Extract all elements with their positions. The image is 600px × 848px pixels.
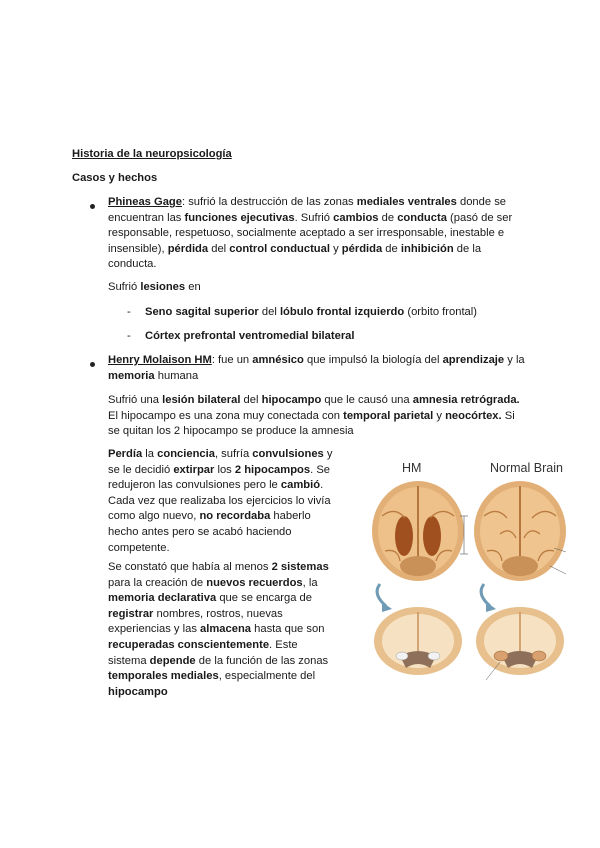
hm-paragraph: Henry Molaison HM: fue un amnésico que impulsó la biología del aprendizaje y la memoria humana [108, 354, 525, 382]
gage-lesion-item-2: Córtex prefrontal ventromedial bilateral [145, 330, 355, 342]
gage-lesions-intro: Sufrió lesiones en [108, 281, 201, 293]
hm-lesion-paragraph: Sufrió una lesión bilateral del hipocampo que le causó una amnesia retrógrada. El hipocampo es una zona muy conectada con temporal parietal y neocórtex. Si se quitan los 2 hipocampo se produce la amnesia [108, 394, 520, 438]
gage-lesion-item-1: Seno sagital superior del lóbulo frontal izquierdo (orbito frontal) [145, 306, 477, 318]
normal-brain-ventral [474, 481, 566, 581]
dash-marker: - [127, 306, 131, 318]
hm-memory-paragraph: Se constató que había al menos 2 sistemas para la creación de nuevos recuerdos, la memoria declarativa que se encarga de registrar nombres, rostros, nuevas experiencias y las almacena hasta que son recuperadas conscientemente. Este sistema depende de la función de las zonas temporales mediales, especialmente del hipocampo [108, 561, 329, 698]
hm-name: Henry Molaison HM [108, 354, 212, 366]
dash-marker: - [127, 330, 131, 342]
bullet-icon [90, 362, 95, 367]
section-heading: Casos y hechos [72, 172, 158, 184]
figure-label-hm: HM [402, 461, 422, 475]
figure-label-normal: Normal Brain [490, 461, 563, 475]
page-title: Historia de la neuropsicología [72, 148, 232, 160]
gage-paragraph: Phineas Gage: sufrió la destrucción de las zonas mediales ventrales donde se encuentran las funciones ejecutivas. Sufrió cambios de conducta (pasó de ser responsable, respetuoso, socialmente aceptado a ser irresponsable, inestable e insensible), pérdida del control conductual y pérdida de inhibición de la conducta. [108, 196, 513, 271]
gage-name: Phineas Gage [108, 196, 182, 208]
hm-brain-coronal [374, 607, 462, 675]
hm-surgery-paragraph: Perdía la conciencia, sufría convulsiones y se le decidió extirpar los 2 hipocampos. Se redujeron las convulsiones pero le cambió. Cada vez que realizaba los ejercicios lo vivía como algo nuevo, no recordaba haberlo hecho antes pero se acabó haciendo competente. [108, 448, 333, 554]
brain-figure [360, 456, 586, 688]
bullet-icon [90, 204, 95, 209]
